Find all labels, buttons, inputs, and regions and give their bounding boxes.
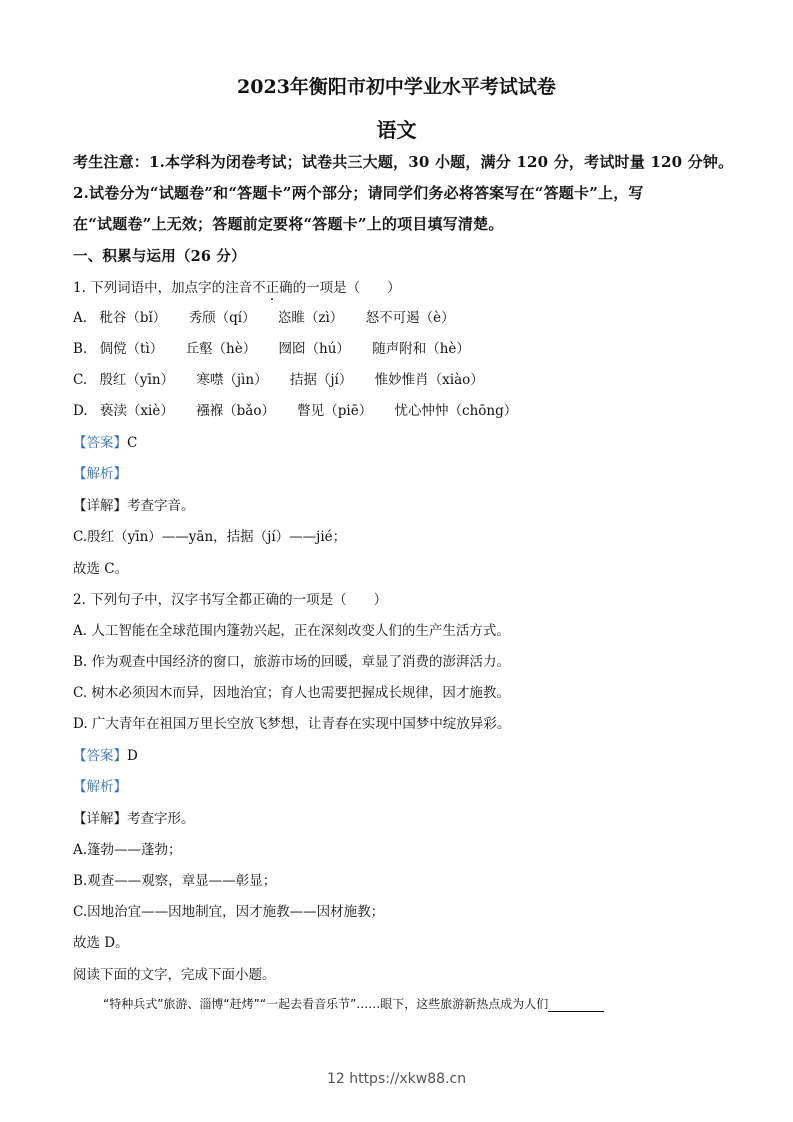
q1-detail: 【详解】考查字音。: [73, 498, 195, 514]
notice-line-2: 2.试卷分为“试题卷”和“答题卡”两个部分；请同学们务必将答案写在“答题卡”上，写: [73, 184, 644, 202]
notice-line-1: 考生注意：1.本学科为闭卷考试；试卷共三大题，30 小题，满分 120 分，考试时量 120 分钟。: [73, 153, 734, 171]
q2-option-c: C. 树木必须因木而异，因地治宜；育人也需要把握成长规律，因才施教。: [73, 685, 510, 701]
q1-conclusion: 故选 C。: [73, 561, 129, 577]
answer-blank: [548, 999, 604, 1012]
q2-answer: [73, 744, 138, 764]
exam-title: 2023年衡阳市初中学业水平考试试卷: [237, 76, 556, 98]
q2-explain-b: B.观查——观察，章显——彰显；: [73, 873, 277, 889]
q2-option-a: A. 人工智能在全球范围内篷勃兴起，正在深刻改变人们的生产生活方式。: [73, 623, 510, 639]
notice-line-3: 在“试题卷”上无效；答题前定要将“答题卡”上的项目填写清楚。: [73, 215, 504, 233]
q1-option-b: B. 倜傥（tì） 丘壑（hè） 囫囵（hú） 随声附和（hè）: [73, 341, 470, 357]
answer-value: D: [127, 748, 138, 764]
q1-answer: [73, 431, 137, 451]
q1-dotted-char: 正: [265, 280, 280, 296]
q2-explain-a: A.篷勃——蓬勃；: [73, 842, 182, 858]
q1-stem: 1. 下列词语中，加点字的注音不正确的一项是（ ）: [73, 280, 401, 296]
q2-option-d: D. 广大青年在祖国万里长空放飞梦想，让青春在实现中国梦中绽放异彩。: [73, 716, 511, 732]
section-heading: 一、积累与运用（26 分）: [73, 248, 246, 265]
answer-label: 【答案】: [73, 748, 127, 764]
subject-title: 语文: [376, 118, 417, 142]
page-footer: 12 https://xkw88.cn: [326, 1071, 467, 1087]
q2-stem: 2. 下列句子中，汉字书写全都正确的一项是（ ）: [73, 592, 388, 608]
q2-analysis-label: 【解析】: [73, 779, 127, 795]
q1-explain: C.殷红（yīn）——yān，拮据（jí）——jié；: [73, 529, 347, 545]
q1-option-a: A. 秕谷（bǐ） 秀颀（qí） 恣睢（zì） 怒不可遏（è）: [73, 310, 455, 326]
q2-detail: 【详解】考查字形。: [73, 811, 195, 827]
answer-value: C: [127, 435, 138, 451]
q1-option-c: C. 殷红（yīn） 寒噤（jìn） 拮据（jí） 惟妙惟肖（xiào）: [73, 372, 484, 388]
q1-option-d: D. 亵渎（xiè） 襁褓（bǎo） 瞥见（piē） 忧心忡忡（chōng）: [73, 403, 518, 419]
q1-analysis-label: 【解析】: [73, 466, 127, 482]
reading-passage: “特种兵式”旅游、淄博“赶烤”“一起去看音乐节”……眼下，这些旅游新热点成为人们: [103, 995, 604, 1012]
q2-explain-c: C.因地治宜——因地制宜，因才施教——因材施教；: [73, 904, 385, 920]
q2-option-b: B. 作为观查中国经济的窗口，旅游市场的回暖，章显了消费的澎湃活力。: [73, 654, 511, 670]
reading-intro: 阅读下面的文字，完成下面小题。: [73, 967, 276, 983]
q2-conclusion: 故选 D。: [73, 935, 129, 951]
answer-label: 【答案】: [73, 435, 127, 451]
